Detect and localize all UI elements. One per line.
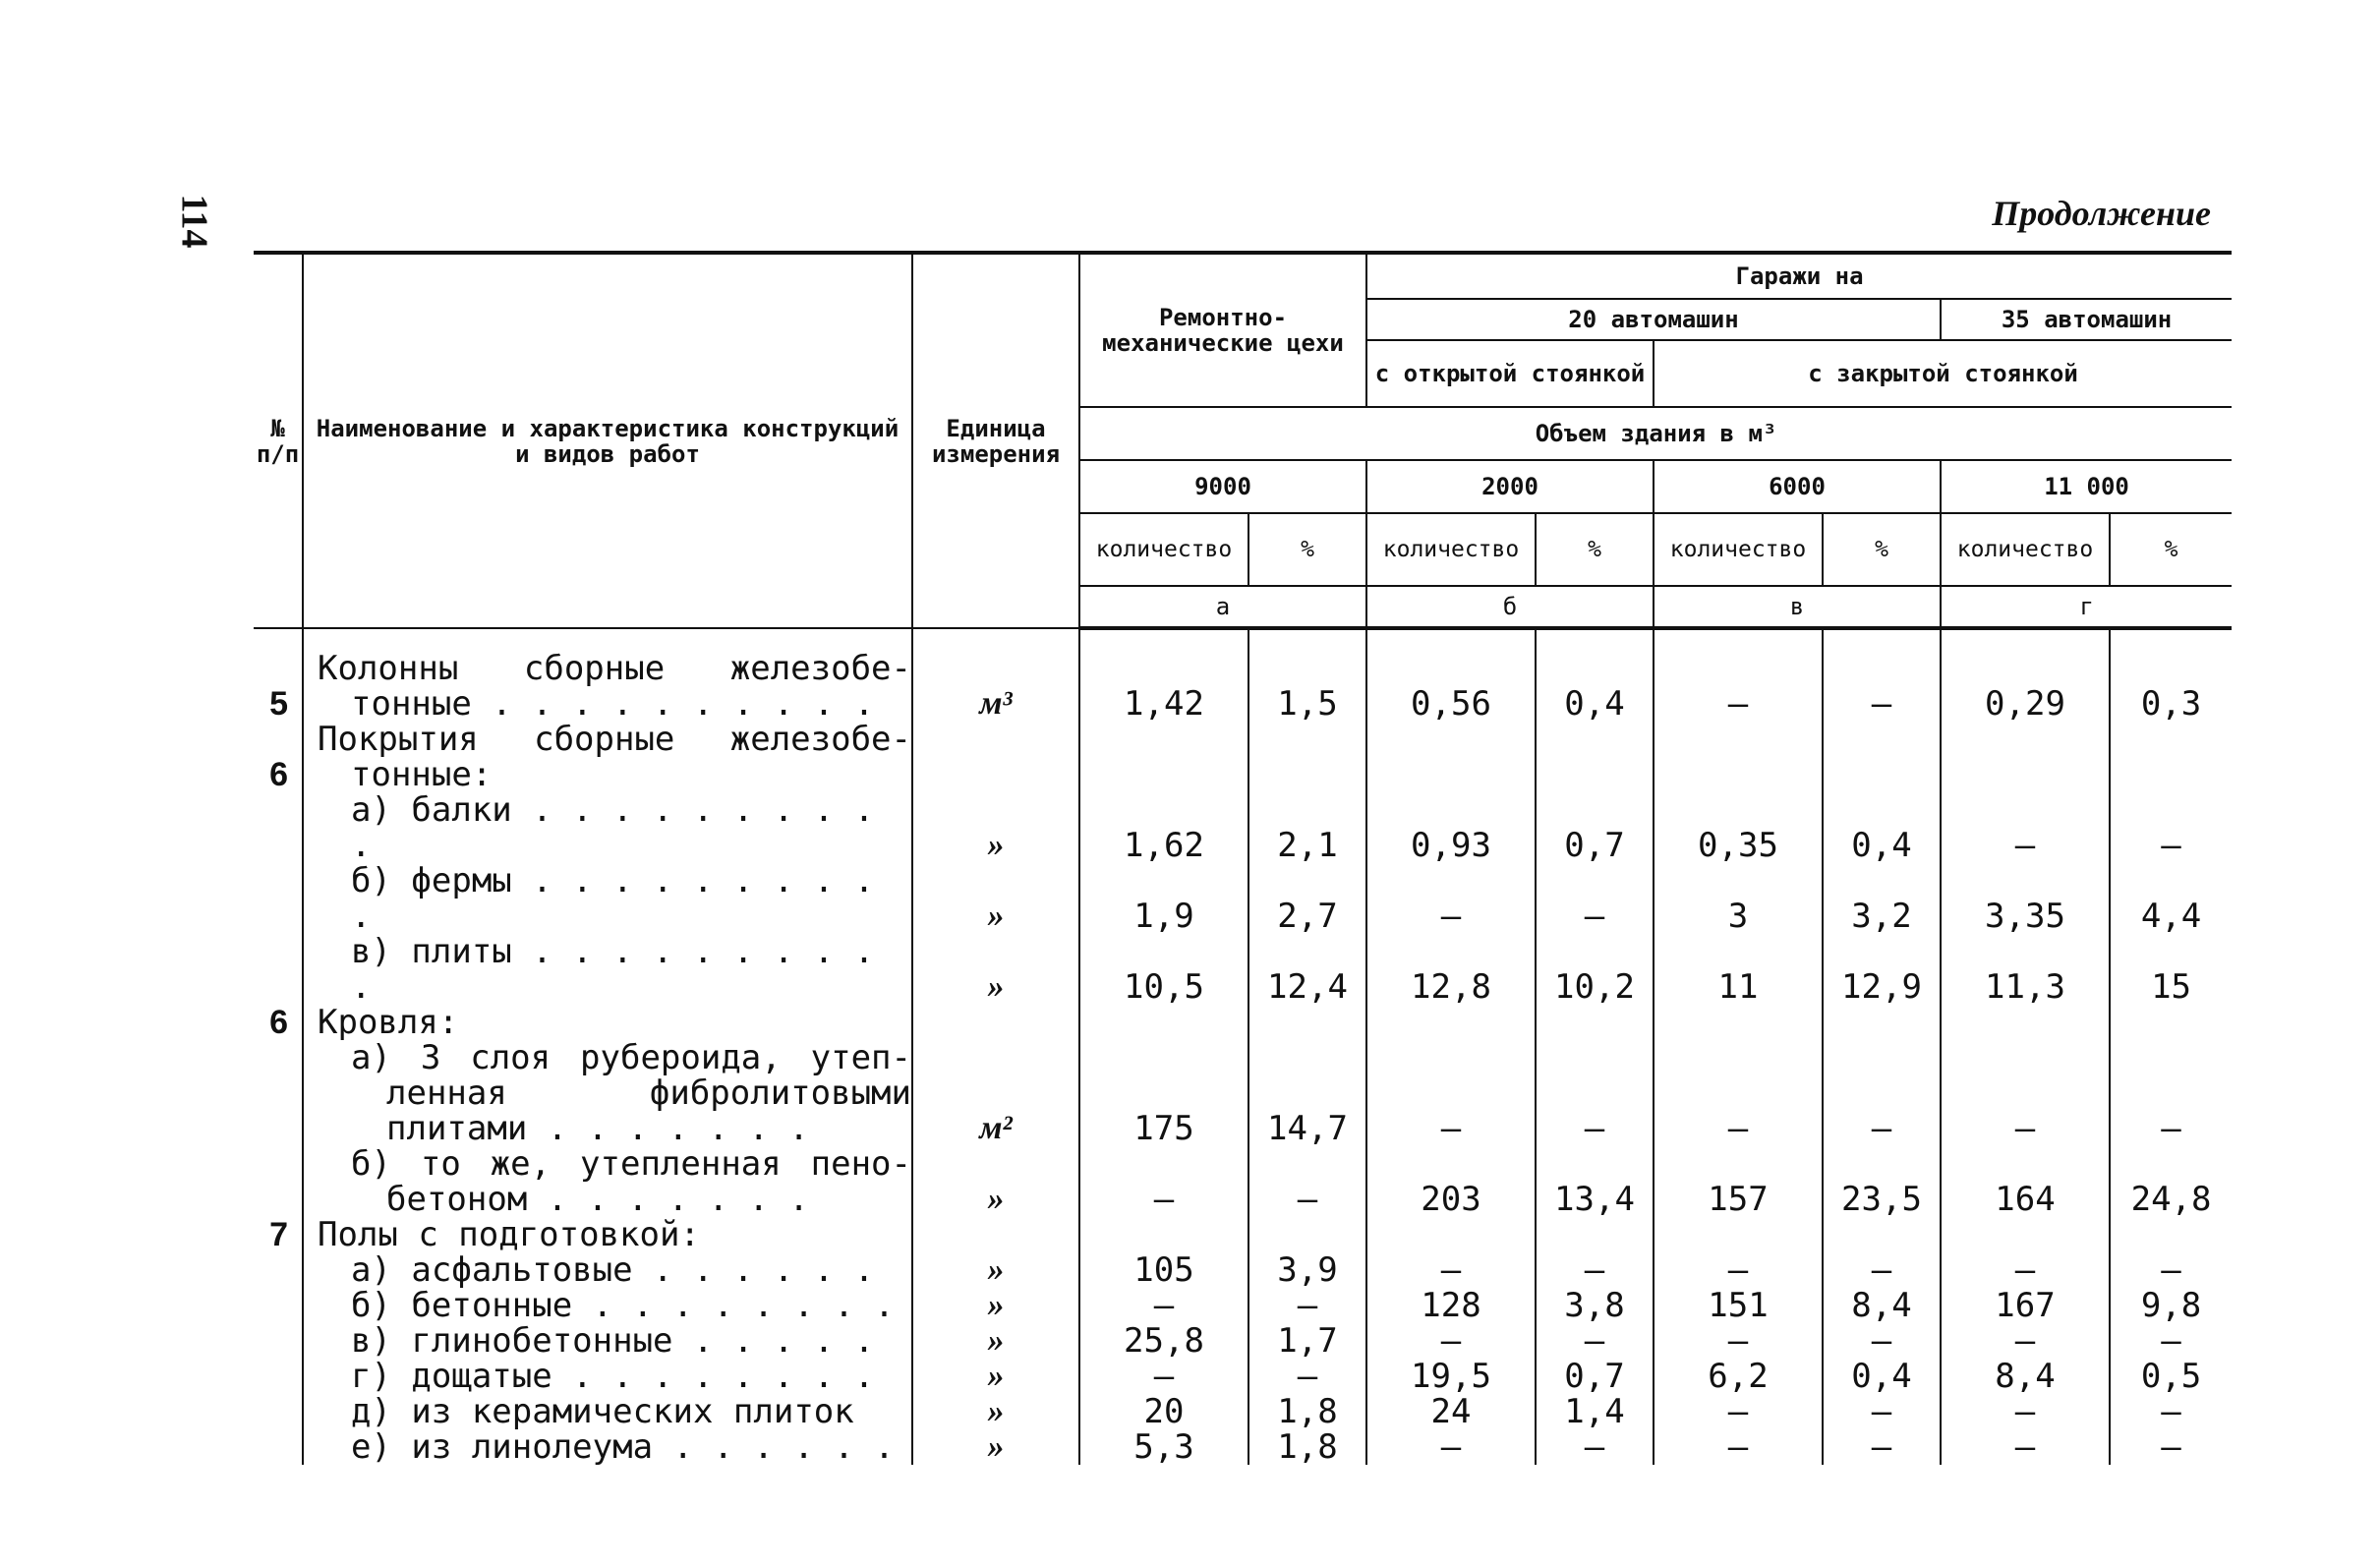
row-unit: » <box>912 1288 1079 1323</box>
row-number <box>254 1146 303 1217</box>
row-name-line: Колонны сборные железобе- <box>318 649 911 688</box>
row-unit: » <box>912 792 1079 863</box>
cell-qty-b: 19,5 <box>1366 1359 1536 1394</box>
row-unit: м² <box>912 1040 1079 1146</box>
header-pct-d: % <box>2110 513 2232 586</box>
row-name <box>303 1323 912 1359</box>
row-name <box>303 628 912 722</box>
table-row <box>254 1359 2232 1394</box>
row-name-line: а) балки . . . . . . . . . . <box>351 790 875 865</box>
row-unit: » <box>912 1359 1079 1394</box>
cell-qty-a <box>1079 1005 1248 1040</box>
header-name: Наименование и характеристика конструкций и видов работ <box>303 253 912 628</box>
cell-pct-b <box>1536 1005 1654 1040</box>
cell-qty-c: 11 <box>1654 934 1823 1005</box>
table-row <box>254 1217 2232 1252</box>
cell-qty-c: — <box>1654 1252 1823 1288</box>
cell-pct-d <box>2110 722 2232 792</box>
cell-qty-d: — <box>1941 792 2110 863</box>
row-name <box>303 863 912 934</box>
cell-qty-b: — <box>1366 1252 1536 1288</box>
row-unit <box>912 1217 1079 1252</box>
table-row <box>254 934 2232 1005</box>
cell-pct-a <box>1248 722 1366 792</box>
table-row <box>254 1005 2232 1040</box>
cell-pct-d: — <box>2110 1394 2232 1429</box>
row-name-line: б) то же, утепленная пено- <box>351 1144 911 1184</box>
cell-pct-a: 1,8 <box>1248 1429 1366 1465</box>
page-number: 114 <box>173 194 215 249</box>
header-qty-d: количество <box>1941 513 2110 586</box>
row-name <box>303 1217 912 1252</box>
row-name <box>303 1252 912 1288</box>
cell-pct-d: 0,5 <box>2110 1359 2232 1394</box>
row-name-line: тонные . . . . . . . . . . <box>351 684 875 724</box>
row-name-line: в) плиты . . . . . . . . . . <box>351 932 875 1007</box>
cell-qty-d <box>1941 1217 2110 1252</box>
header-20-cars: 20 автомашин <box>1366 299 1941 340</box>
cell-pct-c: — <box>1823 1323 1941 1359</box>
cell-pct-a: 1,7 <box>1248 1323 1366 1359</box>
cell-pct-c: 0,4 <box>1823 1359 1941 1394</box>
row-number <box>254 1394 303 1429</box>
cell-qty-a <box>1079 722 1248 792</box>
row-number: 7 <box>254 1217 303 1252</box>
row-name-line: тонные: <box>351 755 493 794</box>
cell-pct-d: 9,8 <box>2110 1288 2232 1323</box>
row-number <box>254 934 303 1005</box>
cell-pct-d: — <box>2110 1429 2232 1465</box>
row-name-line: плитами . . . . . . . <box>386 1109 809 1148</box>
header-closed-parking: с закрытой стоянкой <box>1654 340 2232 407</box>
table-row <box>254 1394 2232 1429</box>
header-repair-shops: Ремонтно-механические цехи <box>1079 253 1366 407</box>
cell-qty-d <box>1941 722 2110 792</box>
row-number: 5 <box>254 628 303 722</box>
row-name <box>303 1359 912 1394</box>
header-pct-c: % <box>1823 513 1941 586</box>
cell-qty-d: — <box>1941 1252 2110 1288</box>
row-number: 6 <box>254 1005 303 1040</box>
cell-qty-a: 1,9 <box>1079 863 1248 934</box>
row-name-line: ленная фибролитовыми <box>386 1074 911 1113</box>
row-number <box>254 792 303 863</box>
cell-qty-d: 3,35 <box>1941 863 2110 934</box>
cell-qty-a: 20 <box>1079 1394 1248 1429</box>
row-number: 6 <box>254 722 303 792</box>
row-unit: » <box>912 1146 1079 1217</box>
cell-pct-b: — <box>1536 863 1654 934</box>
row-name <box>303 934 912 1005</box>
row-name-line: Кровля: <box>318 1003 459 1042</box>
row-number <box>254 1040 303 1146</box>
cell-qty-d: 11,3 <box>1941 934 2110 1005</box>
header-35-cars: 35 автомашин <box>1941 299 2232 340</box>
cell-pct-d: 0,3 <box>2110 628 2232 722</box>
row-name-line: б) фермы . . . . . . . . . . <box>351 861 875 936</box>
cell-qty-c: — <box>1654 1394 1823 1429</box>
row-number <box>254 1359 303 1394</box>
cell-qty-b: — <box>1366 863 1536 934</box>
cell-pct-c: 0,4 <box>1823 792 1941 863</box>
cell-pct-c: 8,4 <box>1823 1288 1941 1323</box>
cell-qty-d <box>1941 1005 2110 1040</box>
cell-pct-c: 12,9 <box>1823 934 1941 1005</box>
row-name <box>303 1005 912 1040</box>
row-number <box>254 1288 303 1323</box>
row-name-line: Покрытия сборные железобе- <box>318 720 911 759</box>
cell-pct-b: 3,8 <box>1536 1288 1654 1323</box>
cell-qty-b: 0,93 <box>1366 792 1536 863</box>
cell-pct-a: — <box>1248 1359 1366 1394</box>
cell-qty-c: 157 <box>1654 1146 1823 1217</box>
table-row <box>254 1252 2232 1288</box>
cell-qty-b: — <box>1366 1040 1536 1146</box>
table-row <box>254 1146 2232 1217</box>
row-number <box>254 1429 303 1465</box>
table-row <box>254 792 2232 863</box>
cell-qty-b <box>1366 722 1536 792</box>
cell-pct-c <box>1823 1217 1941 1252</box>
cell-qty-c <box>1654 722 1823 792</box>
cell-qty-a: 105 <box>1079 1252 1248 1288</box>
cell-pct-a: 2,1 <box>1248 792 1366 863</box>
cell-qty-a: 5,3 <box>1079 1429 1248 1465</box>
cell-qty-a: 1,42 <box>1079 628 1248 722</box>
cell-pct-c: — <box>1823 1040 1941 1146</box>
cell-pct-c: 3,2 <box>1823 863 1941 934</box>
header-qty-a: количество <box>1079 513 1248 586</box>
cell-qty-b: 12,8 <box>1366 934 1536 1005</box>
cell-qty-d: 167 <box>1941 1288 2110 1323</box>
cell-pct-c <box>1823 722 1941 792</box>
table-row <box>254 1040 2232 1146</box>
cell-pct-c: — <box>1823 628 1941 722</box>
cell-pct-a: 2,7 <box>1248 863 1366 934</box>
cell-pct-b: — <box>1536 1040 1654 1146</box>
cell-pct-d: 4,4 <box>2110 863 2232 934</box>
cell-qty-a: — <box>1079 1146 1248 1217</box>
cell-qty-d: — <box>1941 1394 2110 1429</box>
cell-qty-c: — <box>1654 628 1823 722</box>
header-open-parking: с открытой стоянкой <box>1366 340 1654 407</box>
cell-qty-c <box>1654 1005 1823 1040</box>
cell-qty-c: — <box>1654 1040 1823 1146</box>
header-letter-a: а <box>1079 586 1366 628</box>
row-name <box>303 792 912 863</box>
cell-pct-b <box>1536 722 1654 792</box>
cell-qty-a: 10,5 <box>1079 934 1248 1005</box>
cell-pct-a: 1,8 <box>1248 1394 1366 1429</box>
cell-qty-c: 0,35 <box>1654 792 1823 863</box>
row-name <box>303 1429 912 1465</box>
cell-qty-c: 3 <box>1654 863 1823 934</box>
cell-pct-b <box>1536 1217 1654 1252</box>
row-name <box>303 722 912 792</box>
header-garages: Гаражи на <box>1366 253 2232 299</box>
header-letter-b: б <box>1366 586 1654 628</box>
cell-pct-d: — <box>2110 1323 2232 1359</box>
cell-qty-b: 24 <box>1366 1394 1536 1429</box>
row-unit <box>912 722 1079 792</box>
cell-qty-d: 8,4 <box>1941 1359 2110 1394</box>
cell-pct-b: 0,7 <box>1536 1359 1654 1394</box>
cell-qty-b: — <box>1366 1323 1536 1359</box>
cell-pct-a: — <box>1248 1288 1366 1323</box>
cell-pct-d: — <box>2110 792 2232 863</box>
row-unit: » <box>912 1252 1079 1288</box>
header-volume-a: 9000 <box>1079 460 1366 513</box>
cell-qty-a: 1,62 <box>1079 792 1248 863</box>
cell-qty-a: 25,8 <box>1079 1323 1248 1359</box>
row-name-line: д) из керамических плиток <box>351 1392 854 1431</box>
cell-qty-b: — <box>1366 1429 1536 1465</box>
table-header <box>254 253 2232 628</box>
cell-pct-a: — <box>1248 1146 1366 1217</box>
cell-qty-c: — <box>1654 1323 1823 1359</box>
cell-pct-d <box>2110 1005 2232 1040</box>
row-name-line: Полы с подготовкой: <box>318 1215 700 1254</box>
row-name <box>303 1040 912 1146</box>
row-name-line: б) бетонные . . . . . . . . <box>351 1286 895 1325</box>
row-unit: » <box>912 863 1079 934</box>
row-name-line: г) дощатые . . . . . . . . <box>351 1357 875 1396</box>
cell-qty-b: 203 <box>1366 1146 1536 1217</box>
cell-pct-d <box>2110 1217 2232 1252</box>
row-name-line: в) глинобетонные . . . . . <box>351 1321 875 1361</box>
row-name-line: е) из линолеума . . . . . . <box>351 1427 895 1467</box>
cell-qty-c <box>1654 1217 1823 1252</box>
row-unit: м³ <box>912 628 1079 722</box>
cell-pct-d: 24,8 <box>2110 1146 2232 1217</box>
cell-pct-b: 13,4 <box>1536 1146 1654 1217</box>
works-table <box>254 251 2232 1465</box>
row-name <box>303 1288 912 1323</box>
header-no: № п/п <box>254 253 303 628</box>
row-unit: » <box>912 1394 1079 1429</box>
header-qty-b: количество <box>1366 513 1536 586</box>
row-name-line: бетоном . . . . . . . <box>386 1180 809 1219</box>
cell-qty-a: — <box>1079 1359 1248 1394</box>
header-letter-c: в <box>1654 586 1941 628</box>
cell-pct-c: — <box>1823 1394 1941 1429</box>
row-name-line: а) 3 слоя рубероида, утеп- <box>351 1038 911 1077</box>
row-name-line: а) асфальтовые . . . . . . <box>351 1250 875 1290</box>
table-row <box>254 1323 2232 1359</box>
cell-qty-d: — <box>1941 1429 2110 1465</box>
cell-qty-c: 6,2 <box>1654 1359 1823 1394</box>
cell-pct-c: — <box>1823 1429 1941 1465</box>
cell-pct-a: 3,9 <box>1248 1252 1366 1288</box>
row-unit: » <box>912 934 1079 1005</box>
row-unit: » <box>912 1429 1079 1465</box>
table-row <box>254 1429 2232 1465</box>
cell-qty-a <box>1079 1217 1248 1252</box>
cell-qty-b: 0,56 <box>1366 628 1536 722</box>
table-row <box>254 1288 2232 1323</box>
cell-pct-d: — <box>2110 1040 2232 1146</box>
cell-qty-b: 128 <box>1366 1288 1536 1323</box>
header-pct-b: % <box>1536 513 1654 586</box>
cell-pct-c: 23,5 <box>1823 1146 1941 1217</box>
cell-qty-c: — <box>1654 1429 1823 1465</box>
cell-qty-b <box>1366 1217 1536 1252</box>
cell-pct-c <box>1823 1005 1941 1040</box>
cell-pct-b: 10,2 <box>1536 934 1654 1005</box>
cell-qty-b <box>1366 1005 1536 1040</box>
row-number <box>254 863 303 934</box>
cell-qty-d: — <box>1941 1323 2110 1359</box>
header-volume-b: 2000 <box>1366 460 1654 513</box>
row-number <box>254 1323 303 1359</box>
cell-qty-d: — <box>1941 1040 2110 1146</box>
table-row <box>254 863 2232 934</box>
cell-pct-a: 12,4 <box>1248 934 1366 1005</box>
row-unit <box>912 1005 1079 1040</box>
header-qty-c: количество <box>1654 513 1823 586</box>
cell-pct-d: — <box>2110 1252 2232 1288</box>
table-body <box>254 628 2232 1465</box>
cell-pct-b: — <box>1536 1323 1654 1359</box>
cell-qty-a: — <box>1079 1288 1248 1323</box>
cell-pct-b: 0,4 <box>1536 628 1654 722</box>
cell-pct-a <box>1248 1217 1366 1252</box>
table-row <box>254 722 2232 792</box>
cell-pct-b: — <box>1536 1429 1654 1465</box>
header-volume: Объем здания в м³ <box>1079 407 2232 460</box>
cell-qty-a: 175 <box>1079 1040 1248 1146</box>
cell-qty-c: 151 <box>1654 1288 1823 1323</box>
table-row <box>254 628 2232 722</box>
row-name <box>303 1394 912 1429</box>
row-unit: » <box>912 1323 1079 1359</box>
header-pct-a: % <box>1248 513 1366 586</box>
cell-pct-a: 14,7 <box>1248 1040 1366 1146</box>
header-volume-c: 6000 <box>1654 460 1941 513</box>
cell-pct-a <box>1248 1005 1366 1040</box>
cell-pct-c: — <box>1823 1252 1941 1288</box>
row-name <box>303 1146 912 1217</box>
cell-qty-d: 164 <box>1941 1146 2110 1217</box>
cell-pct-b: 0,7 <box>1536 792 1654 863</box>
cell-pct-a: 1,5 <box>1248 628 1366 722</box>
cell-pct-b: 1,4 <box>1536 1394 1654 1429</box>
continuation-label: Продолжение <box>1992 194 2211 233</box>
cell-qty-d: 0,29 <box>1941 628 2110 722</box>
cell-pct-b: — <box>1536 1252 1654 1288</box>
header-letter-d: г <box>1941 586 2232 628</box>
row-number <box>254 1252 303 1288</box>
header-volume-d: 11 000 <box>1941 460 2232 513</box>
cell-pct-d: 15 <box>2110 934 2232 1005</box>
header-unit: Единица измерения <box>912 253 1079 628</box>
